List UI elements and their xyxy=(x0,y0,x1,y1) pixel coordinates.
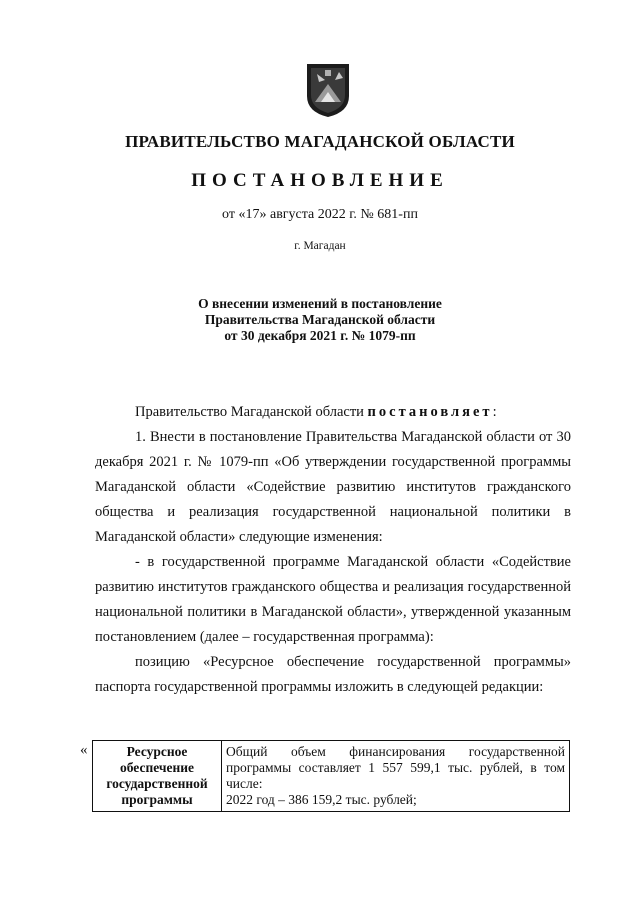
subject-line: Правительства Магаданской области xyxy=(204,312,436,327)
table-value-line: Общий объем финансирования государственной программы составляет 1 557 599,1 тыс. рублей, в том числе: xyxy=(226,744,565,791)
intro-paragraph xyxy=(95,400,571,425)
table-value-cell xyxy=(222,741,570,812)
intro-prefix: Правительство Магаданской области xyxy=(135,404,368,420)
organization-name: ПРАВИТЕЛЬСТВО МАГАДАНСКОЙ ОБЛАСТИ xyxy=(125,132,515,151)
document-type: ПОСТАНОВЛЕНИЕ xyxy=(191,170,449,191)
intro-keyword: постановляет xyxy=(367,404,493,420)
coat-of-arms-icon xyxy=(305,62,351,118)
document-date-number: от «17» августа 2022 г. № 681-пп xyxy=(222,207,418,222)
dash-item-paragraph: - в государственной программе Магаданской области «Содействие развитию институтов гражданского общества и реализация государственной национальной политики в Магаданской области», утвержденной указанным постановлением (далее – государственная программа): xyxy=(95,554,571,645)
opening-quote: « xyxy=(80,742,88,758)
item-1-paragraph: 1. Внести в постановление Правительства Магаданской области от 30 декабря 2021 г. № 1079-пп «Об утверждении государственной программы Магаданской области «Содействие развитию институтов гражданского общества и реализация государственной национальной политики в Магаданской области» следующие изменения: xyxy=(95,429,571,545)
document-city: г. Магадан xyxy=(294,240,346,252)
table-row xyxy=(93,741,570,812)
subject-line: О внесении изменений в постановление xyxy=(198,296,442,311)
table-value-line: 2022 год – 386 159,2 тыс. рублей; xyxy=(226,792,417,807)
resource-table xyxy=(92,740,570,812)
table-label-cell: Ресурсное обеспечение государственной программы xyxy=(93,741,222,812)
document-body xyxy=(95,400,571,700)
intro-suffix: : xyxy=(492,404,497,420)
subject-line: от 30 декабря 2021 г. № 1079-пп xyxy=(224,328,416,343)
document-subject xyxy=(0,296,640,344)
position-paragraph: позицию «Ресурсное обеспечение государственной программы» паспорта государственной программы изложить в следующей редакции: xyxy=(95,654,571,695)
